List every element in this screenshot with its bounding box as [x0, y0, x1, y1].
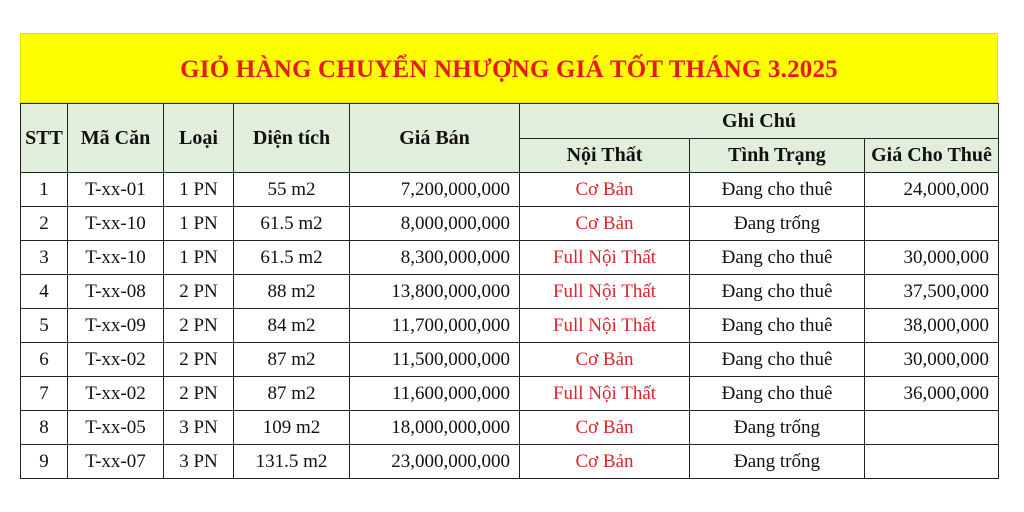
- cell-stt: 2: [21, 207, 68, 241]
- table-body: [21, 173, 999, 479]
- cell-ma-can: T-xx-01: [68, 173, 164, 207]
- cell-loai: 2 PN: [164, 343, 234, 377]
- cell-ma-can: T-xx-02: [68, 377, 164, 411]
- cell-dien-tich: 61.5 m2: [234, 241, 350, 275]
- cell-noi-that: Cơ Bản: [520, 207, 690, 241]
- cell-dien-tich: 109 m2: [234, 411, 350, 445]
- header-gia-ban: Giá Bán: [350, 104, 520, 173]
- cell-noi-that: Full Nội Thất: [520, 275, 690, 309]
- cell-stt: 4: [21, 275, 68, 309]
- cell-loai: 3 PN: [164, 445, 234, 479]
- table-row: [21, 343, 999, 377]
- cell-dien-tich: 84 m2: [234, 309, 350, 343]
- cell-noi-that: Cơ Bản: [520, 173, 690, 207]
- cell-loai: 2 PN: [164, 275, 234, 309]
- cell-ma-can: T-xx-08: [68, 275, 164, 309]
- cell-noi-that: Cơ Bản: [520, 343, 690, 377]
- header-noi-that: Nội Thất: [520, 139, 690, 173]
- header-ghi-chu: Ghi Chú: [520, 104, 999, 139]
- cell-tinh-trang: Đang cho thuê: [690, 377, 865, 411]
- listing-table: [20, 103, 999, 479]
- table-row: [21, 445, 999, 479]
- cell-tinh-trang: Đang cho thuê: [690, 275, 865, 309]
- cell-stt: 9: [21, 445, 68, 479]
- cell-gia-cho-thue: 36,000,000: [865, 377, 999, 411]
- cell-gia-ban: 18,000,000,000: [350, 411, 520, 445]
- cell-gia-cho-thue: [865, 445, 999, 479]
- cell-gia-ban: 23,000,000,000: [350, 445, 520, 479]
- cell-ma-can: T-xx-05: [68, 411, 164, 445]
- cell-loai: 1 PN: [164, 207, 234, 241]
- table-row: [21, 309, 999, 343]
- cell-loai: 2 PN: [164, 377, 234, 411]
- cell-dien-tich: 61.5 m2: [234, 207, 350, 241]
- cell-tinh-trang: Đang cho thuê: [690, 343, 865, 377]
- cell-dien-tich: 131.5 m2: [234, 445, 350, 479]
- cell-gia-cho-thue: [865, 207, 999, 241]
- cell-gia-ban: 7,200,000,000: [350, 173, 520, 207]
- cell-gia-cho-thue: 30,000,000: [865, 241, 999, 275]
- cell-loai: 3 PN: [164, 411, 234, 445]
- cell-ma-can: T-xx-10: [68, 241, 164, 275]
- header-dien-tich: Diện tích: [234, 104, 350, 173]
- cell-noi-that: Cơ Bản: [520, 411, 690, 445]
- header-tinh-trang: Tình Trạng: [690, 139, 865, 173]
- title-banner: [20, 33, 998, 103]
- cell-noi-that: Full Nội Thất: [520, 309, 690, 343]
- cell-gia-ban: 13,800,000,000: [350, 275, 520, 309]
- cell-noi-that: Full Nội Thất: [520, 377, 690, 411]
- cell-dien-tich: 55 m2: [234, 173, 350, 207]
- cell-stt: 3: [21, 241, 68, 275]
- cell-gia-cho-thue: [865, 411, 999, 445]
- table-row: [21, 411, 999, 445]
- cell-gia-ban: 11,700,000,000: [350, 309, 520, 343]
- table-row: [21, 241, 999, 275]
- cell-gia-cho-thue: 38,000,000: [865, 309, 999, 343]
- cell-gia-ban: 11,600,000,000: [350, 377, 520, 411]
- cell-tinh-trang: Đang trống: [690, 207, 865, 241]
- cell-ma-can: T-xx-09: [68, 309, 164, 343]
- cell-gia-ban: 8,300,000,000: [350, 241, 520, 275]
- table-row: [21, 377, 999, 411]
- header-loai: Loại: [164, 104, 234, 173]
- table-row: [21, 207, 999, 241]
- cell-dien-tich: 87 m2: [234, 343, 350, 377]
- cell-dien-tich: 87 m2: [234, 377, 350, 411]
- table-header: [21, 104, 999, 173]
- cell-tinh-trang: Đang cho thuê: [690, 241, 865, 275]
- cell-loai: 1 PN: [164, 241, 234, 275]
- cell-tinh-trang: Đang cho thuê: [690, 309, 865, 343]
- cell-stt: 7: [21, 377, 68, 411]
- cell-tinh-trang: Đang trống: [690, 411, 865, 445]
- cell-ma-can: T-xx-07: [68, 445, 164, 479]
- cell-gia-cho-thue: 24,000,000: [865, 173, 999, 207]
- cell-gia-ban: 11,500,000,000: [350, 343, 520, 377]
- cell-dien-tich: 88 m2: [234, 275, 350, 309]
- cell-gia-cho-thue: 30,000,000: [865, 343, 999, 377]
- listing-sheet: [20, 33, 998, 479]
- table-row: [21, 173, 999, 207]
- cell-ma-can: T-xx-02: [68, 343, 164, 377]
- sheet-title: GIỎ HÀNG CHUYỂN NHƯỢNG GIÁ TỐT THÁNG 3.2025: [180, 55, 838, 83]
- cell-stt: 5: [21, 309, 68, 343]
- table-row: [21, 275, 999, 309]
- cell-ma-can: T-xx-10: [68, 207, 164, 241]
- cell-stt: 1: [21, 173, 68, 207]
- cell-tinh-trang: Đang trống: [690, 445, 865, 479]
- cell-tinh-trang: Đang cho thuê: [690, 173, 865, 207]
- cell-gia-cho-thue: 37,500,000: [865, 275, 999, 309]
- header-ma-can: Mã Căn: [68, 104, 164, 173]
- header-stt: STT: [21, 104, 68, 173]
- cell-noi-that: Cơ Bản: [520, 445, 690, 479]
- cell-noi-that: Full Nội Thất: [520, 241, 690, 275]
- cell-stt: 8: [21, 411, 68, 445]
- cell-loai: 1 PN: [164, 173, 234, 207]
- cell-gia-ban: 8,000,000,000: [350, 207, 520, 241]
- cell-stt: 6: [21, 343, 68, 377]
- header-gia-cho-thue: Giá Cho Thuê: [865, 139, 999, 173]
- cell-loai: 2 PN: [164, 309, 234, 343]
